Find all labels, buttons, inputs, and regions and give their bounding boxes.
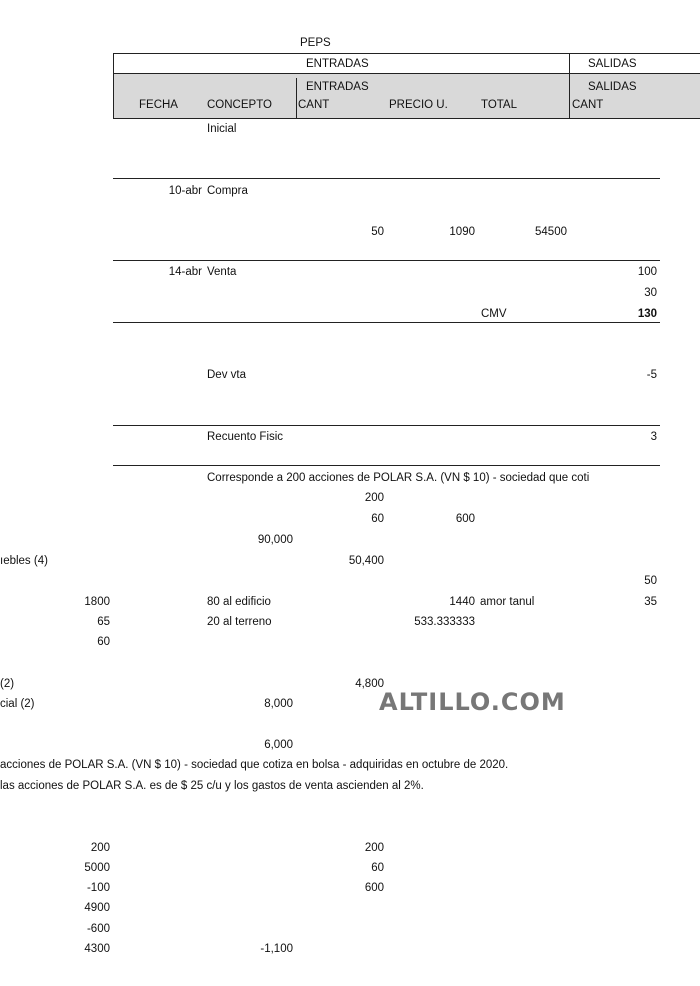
note-35: 35 bbox=[644, 596, 657, 608]
rule-row-2 bbox=[113, 260, 660, 261]
note-50400: 50,400 bbox=[348, 555, 384, 567]
col-cant-in: CANT bbox=[298, 99, 330, 111]
group-salidas: SALIDAS bbox=[588, 58, 637, 70]
sub-salidas: SALIDAS bbox=[588, 81, 637, 93]
rule-row-1 bbox=[113, 178, 660, 179]
cial-label: cial (2) bbox=[0, 698, 35, 710]
note-1800: 1800 bbox=[84, 596, 110, 608]
col-total: TOTAL bbox=[481, 99, 517, 111]
note-533: 533.333333 bbox=[414, 616, 475, 628]
venta-concept: Venta bbox=[207, 266, 237, 278]
group-entradas: ENTRADAS bbox=[306, 58, 369, 70]
compra-concept: Compra bbox=[207, 185, 248, 197]
calc-mid-2: 60 bbox=[371, 862, 384, 874]
label-2: (2) bbox=[0, 678, 15, 690]
note-4800: 4,800 bbox=[355, 678, 384, 690]
rule-header-bottom bbox=[113, 118, 700, 119]
calc-left-1: 200 bbox=[90, 842, 110, 854]
compra-cant: 50 bbox=[371, 226, 384, 238]
muebles-label: ıebles (4) bbox=[0, 555, 48, 567]
venta-date: 14-abr bbox=[168, 266, 202, 278]
calc-left-3: -100 bbox=[86, 882, 110, 894]
watermark: ALTILLO.COM bbox=[379, 688, 566, 716]
calc-mid-3: 600 bbox=[364, 882, 384, 894]
rule-salidas-left bbox=[569, 53, 570, 119]
recuento-label: Recuento Fisic bbox=[207, 431, 284, 443]
row-inicial: Inicial bbox=[207, 123, 237, 135]
cmv-label: CMV bbox=[481, 308, 507, 320]
calc-left-6: 4300 bbox=[84, 943, 110, 955]
venta-out-1: 100 bbox=[637, 266, 657, 278]
rule-group bbox=[113, 73, 700, 74]
sub-entradas: ENTRADAS bbox=[306, 81, 369, 93]
col-fecha: FECHA bbox=[139, 99, 178, 111]
calc-left-2: 5000 bbox=[84, 862, 110, 874]
compra-date: 10-abr bbox=[168, 185, 202, 197]
note-600: 600 bbox=[455, 513, 475, 525]
calc-mid-1: 200 bbox=[364, 842, 384, 854]
rule-left bbox=[113, 53, 114, 119]
method-title: PEPS bbox=[300, 37, 331, 49]
venta-out-2: 30 bbox=[644, 287, 657, 299]
compra-precio: 1090 bbox=[449, 226, 475, 238]
recuento-value: 3 bbox=[650, 431, 657, 443]
rule-top bbox=[113, 53, 700, 54]
rule-row-4 bbox=[113, 425, 660, 426]
calc-left-4: 4900 bbox=[84, 902, 110, 914]
col-concepto: CONCEPTO bbox=[207, 99, 272, 111]
note-90000: 90,000 bbox=[257, 534, 293, 546]
acciones-line: acciones de POLAR S.A. (VN $ 10) - sociedad que cotiza en bolsa - adquiridas en octubre de 2020. bbox=[0, 759, 509, 771]
note-6000: 6,000 bbox=[264, 739, 293, 751]
polar-line: Corresponde a 200 acciones de POLAR S.A. (VN $ 10) - sociedad que coti bbox=[207, 472, 590, 484]
edificio-label: 80 al edificio bbox=[207, 596, 271, 608]
col-cant-out: CANT bbox=[572, 99, 604, 111]
calc-left-5: -600 bbox=[86, 923, 110, 935]
cmv-value: 130 bbox=[637, 308, 657, 320]
note-65: 65 bbox=[97, 616, 110, 628]
rule-entradas-left bbox=[296, 78, 297, 118]
terreno-label: 20 al terreno bbox=[207, 616, 272, 628]
dev-vta-label: Dev vta bbox=[207, 369, 246, 381]
note-60: 60 bbox=[371, 513, 384, 525]
compra-total: 54500 bbox=[535, 226, 567, 238]
note-8000: 8,000 bbox=[264, 698, 293, 710]
note-200: 200 bbox=[364, 492, 384, 504]
calc-neg-1100: -1,100 bbox=[260, 943, 293, 955]
rule-row-3 bbox=[113, 322, 660, 323]
note-60b: 60 bbox=[97, 636, 110, 648]
note-50: 50 bbox=[644, 575, 657, 587]
note-1440: 1440 bbox=[449, 596, 475, 608]
dev-vta-value: -5 bbox=[646, 369, 657, 381]
precio-line: las acciones de POLAR S.A. es de $ 25 c/u y los gastos de venta ascienden al 2%. bbox=[0, 780, 424, 792]
amor-label: amor tanul bbox=[480, 596, 535, 608]
rule-row-5 bbox=[113, 465, 660, 466]
col-precio: PRECIO U. bbox=[389, 99, 448, 111]
